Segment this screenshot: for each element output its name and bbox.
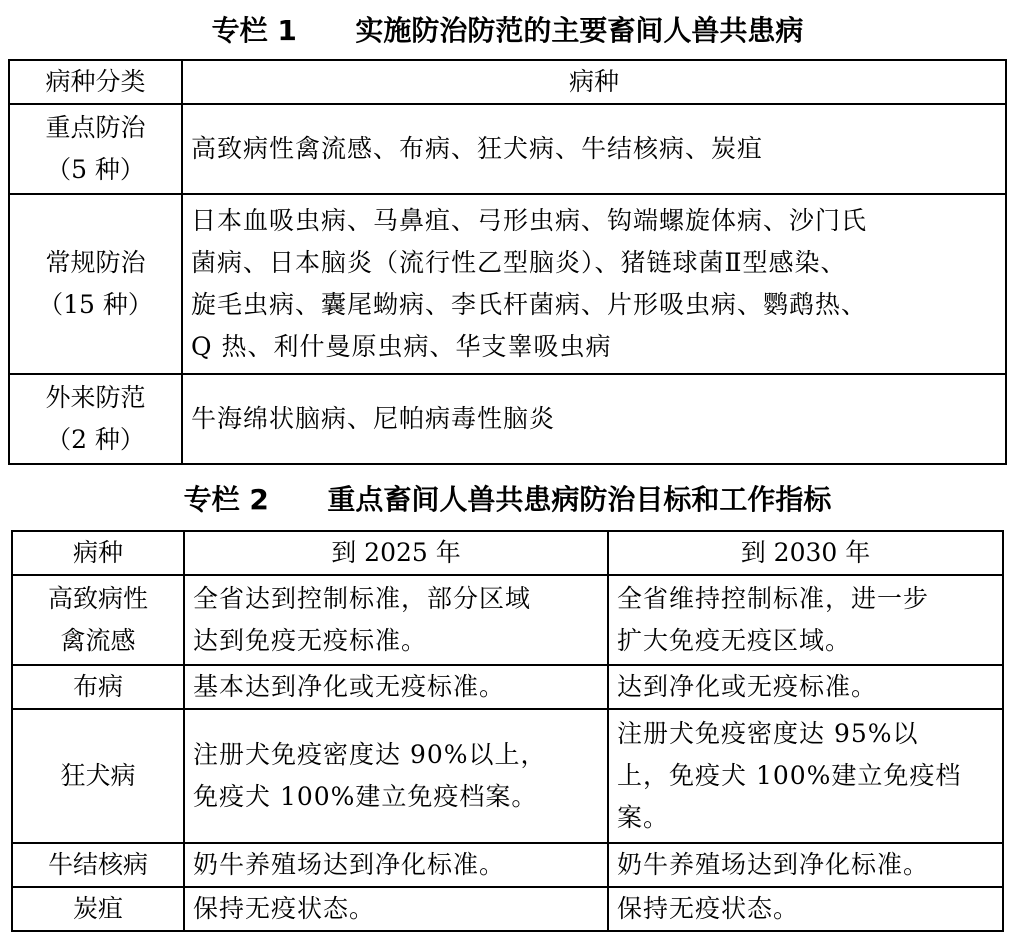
target-2030-cell: 全省维持控制标准，进一步 扩大免疫无疫区域。	[608, 575, 1003, 665]
target-2030-cell: 达到净化或无疫标准。	[608, 665, 1003, 709]
header-diseases: 病种	[182, 60, 1006, 104]
target-2025-cell: 奶牛养殖场达到净化标准。	[184, 843, 608, 887]
disease-cell: 牛结核病	[12, 843, 184, 887]
table-header-row	[12, 531, 1003, 575]
target-2025-cell: 基本达到净化或无疫标准。	[184, 665, 608, 709]
table-row	[9, 104, 1006, 194]
table1-title: 专栏 1 实施防治防范的主要畜间人兽共患病	[211, 14, 804, 47]
header-2030: 到 2030 年	[608, 531, 1003, 575]
disease-cell: 炭疽	[12, 887, 184, 931]
disease-cell: 狂犬病	[12, 709, 184, 843]
targets-table	[11, 530, 1004, 932]
table-row	[12, 709, 1003, 843]
diseases-cell: 高致病性禽流感、布病、狂犬病、牛结核病、炭疽	[182, 104, 1006, 194]
priority-diseases-table	[8, 59, 1007, 465]
category-cell: 重点防治 （5 种）	[9, 104, 182, 194]
target-2025-cell: 注册犬免疫密度达 90%以上， 免疫犬 100%建立免疫档案。	[184, 709, 608, 843]
table-row	[12, 575, 1003, 665]
table-row	[9, 194, 1006, 374]
disease-cell: 高致病性 禽流感	[12, 575, 184, 665]
table-row	[12, 887, 1003, 931]
target-2025-cell: 保持无疫状态。	[184, 887, 608, 931]
disease-cell: 布病	[12, 665, 184, 709]
category-cell: 常规防治 （15 种）	[9, 194, 182, 374]
header-disease: 病种	[12, 531, 184, 575]
table-row	[9, 374, 1006, 464]
target-2030-cell: 注册犬免疫密度达 95%以 上，免疫犬 100%建立免疫档 案。	[608, 709, 1003, 843]
diseases-cell: 日本血吸虫病、马鼻疽、弓形虫病、钩端螺旋体病、沙门氏 菌病、日本脑炎（流行性乙型脑炎）、猪链球菌Ⅱ型感染、 旋毛虫病、囊尾蚴病、李氏杆菌病、片形吸虫病、鹦鹉热、 Q 热、利什曼原虫病、华支睾吸虫病	[182, 194, 1006, 374]
table-header-row	[9, 60, 1006, 104]
table-row	[12, 843, 1003, 887]
table-row	[12, 665, 1003, 709]
table2-title: 专栏 2 重点畜间人兽共患病防治目标和工作指标	[183, 483, 832, 516]
target-2030-cell: 奶牛养殖场达到净化标准。	[608, 843, 1003, 887]
header-category: 病种分类	[9, 60, 182, 104]
header-2025: 到 2025 年	[184, 531, 608, 575]
diseases-cell: 牛海绵状脑病、尼帕病毒性脑炎	[182, 374, 1006, 464]
category-cell: 外来防范 （2 种）	[9, 374, 182, 464]
target-2030-cell: 保持无疫状态。	[608, 887, 1003, 931]
target-2025-cell: 全省达到控制标准，部分区域 达到免疫无疫标准。	[184, 575, 608, 665]
